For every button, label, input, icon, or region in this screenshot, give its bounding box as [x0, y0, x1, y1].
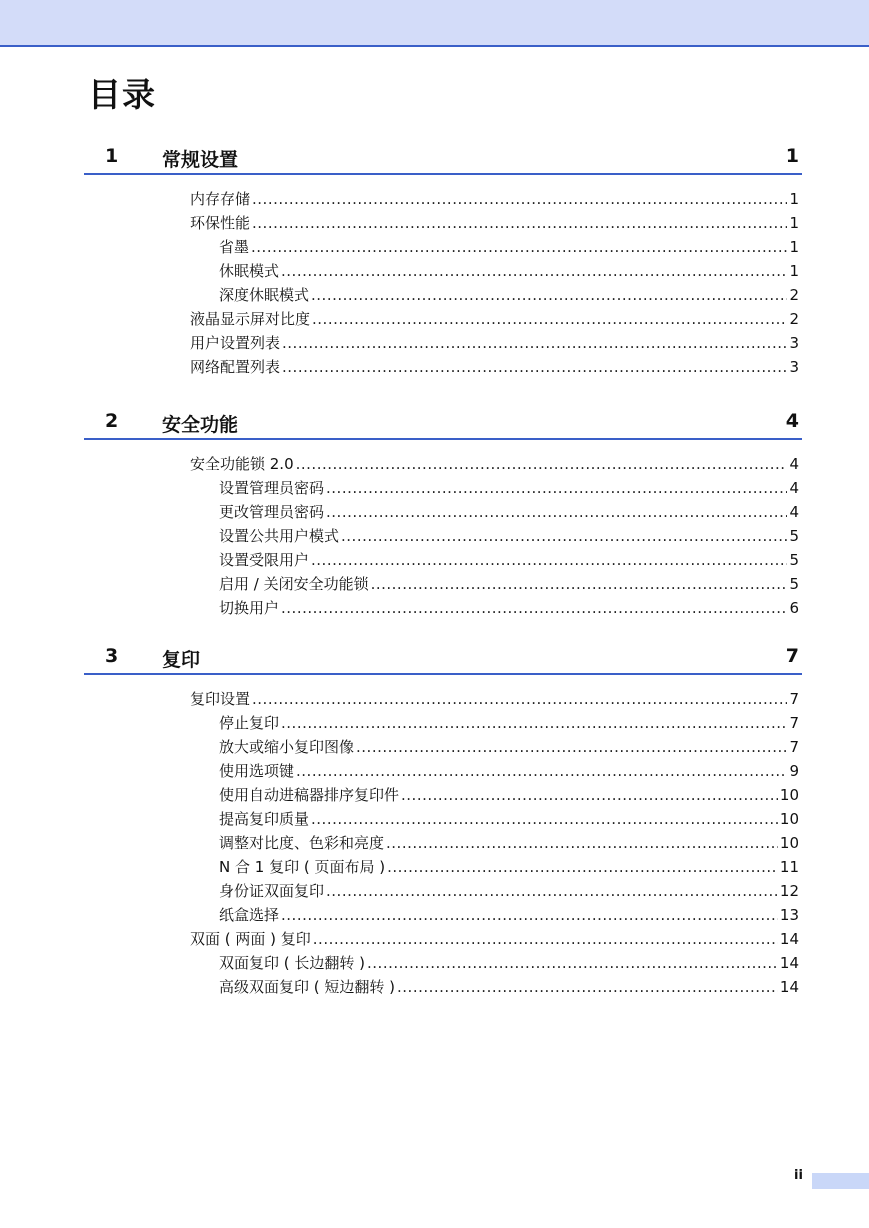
- toc-entry-duplex-short-edge[interactable]: [84, 975, 802, 999]
- dot-leader: [367, 951, 778, 975]
- toc-entry-text: 深度休眠模式: [219, 286, 310, 304]
- chapter-1: [84, 143, 802, 379]
- toc-entry-page: 14: [779, 954, 799, 972]
- dot-leader: [326, 476, 787, 500]
- dot-leader: [251, 235, 787, 259]
- toc-entry-page: 4: [789, 479, 799, 497]
- dot-leader: [397, 975, 778, 999]
- toc-entry-text: 启用 / 关闭安全功能锁: [219, 575, 369, 593]
- toc-entry-page: 6: [789, 599, 799, 617]
- toc-entry-page: 10: [779, 834, 799, 852]
- dot-leader: [296, 759, 787, 783]
- toc-entry-page: 11: [779, 858, 799, 876]
- toc-entry-lcd-contrast[interactable]: [84, 307, 802, 331]
- toc-entry-page: 1: [789, 262, 799, 280]
- toc-entry-page: 9: [789, 762, 799, 780]
- dot-leader: [281, 596, 787, 620]
- toc-entry-page: 2: [789, 286, 799, 304]
- toc-entry-text: 使用自动进稿器排序复印件: [219, 786, 400, 804]
- chapter-title: 安全功能: [162, 414, 239, 436]
- toc-entry-tray-select[interactable]: [84, 903, 802, 927]
- chapter-number: 1: [105, 145, 119, 167]
- toc-entry-text: 用户设置列表: [190, 334, 281, 352]
- page-title: 目录: [88, 75, 156, 114]
- chapter-entries: [84, 187, 802, 379]
- chapter-3: [84, 643, 802, 999]
- toc-entry-text: 切换用户: [219, 599, 280, 617]
- dot-leader: [282, 355, 787, 379]
- toc-entry-page: 14: [779, 978, 799, 996]
- toc-entry-page: 4: [789, 455, 799, 473]
- chapter-entries: [84, 687, 802, 999]
- toc-entry-adf-sort[interactable]: [84, 783, 802, 807]
- dot-leader: [252, 687, 787, 711]
- toc-entry-page: 3: [789, 334, 799, 352]
- toc-entry-memory-storage[interactable]: [84, 187, 802, 211]
- toc-entry-text: N 合 1 复印 ( 页面布局 ): [219, 858, 386, 876]
- toc-entry-switch-user[interactable]: [84, 596, 802, 620]
- toc-entry-text: 停止复印: [219, 714, 280, 732]
- dot-leader: [311, 283, 787, 307]
- dot-leader: [281, 903, 778, 927]
- toc-entry-page: 4: [789, 503, 799, 521]
- toc-entry-text: 更改管理员密码: [219, 503, 325, 521]
- toc-entry-eco-features[interactable]: [84, 211, 802, 235]
- chapter-number: 2: [105, 410, 119, 432]
- dot-leader: [281, 259, 787, 283]
- chapter-number: 3: [105, 645, 119, 667]
- header-band: [0, 0, 869, 47]
- chapter-page-number: 4: [785, 410, 799, 432]
- dot-leader: [356, 735, 787, 759]
- toc-entry-page: 7: [789, 738, 799, 756]
- toc-entry-toggle-secure-lock[interactable]: [84, 572, 802, 596]
- toc-entry-text: 液晶显示屏对比度: [190, 310, 311, 328]
- dot-leader: [401, 783, 778, 807]
- toc-entry-page: 5: [789, 551, 799, 569]
- chapter-entries: [84, 452, 802, 620]
- dot-leader: [311, 548, 787, 572]
- toc-entry-text: 双面 ( 两面 ) 复印: [190, 930, 311, 948]
- dot-leader: [252, 187, 787, 211]
- chapter-page-number: 7: [785, 645, 799, 667]
- toc-entry-text: 休眠模式: [219, 262, 280, 280]
- toc-entry-text: 调整对比度、色彩和亮度: [219, 834, 385, 852]
- toc-entry-text: 省墨: [219, 238, 250, 256]
- dot-leader: [326, 879, 778, 903]
- toc-entry-text: 复印设置: [190, 690, 251, 708]
- toc-entry-page: 5: [789, 575, 799, 593]
- toc-entry-sleep-mode[interactable]: [84, 259, 802, 283]
- toc-entry-page: 7: [789, 714, 799, 732]
- toc-entry-change-admin-password[interactable]: [84, 500, 802, 524]
- toc-entry-contrast-color-brightness[interactable]: [84, 831, 802, 855]
- toc-entry-duplex-copy[interactable]: [84, 927, 802, 951]
- chapter-2: [84, 408, 802, 620]
- toc-entry-copy-settings[interactable]: [84, 687, 802, 711]
- dot-leader: [313, 927, 778, 951]
- toc-entry-enlarge-reduce[interactable]: [84, 735, 802, 759]
- toc-entry-text: 安全功能锁 2.0: [190, 455, 294, 473]
- toc-entry-network-config-list[interactable]: [84, 355, 802, 379]
- toc-entry-page: 1: [789, 190, 799, 208]
- toc-entry-page: 12: [779, 882, 799, 900]
- footer-tab: [812, 1173, 869, 1189]
- toc-entry-options-key[interactable]: [84, 759, 802, 783]
- toc-entry-set-admin-password[interactable]: [84, 476, 802, 500]
- dot-leader: [387, 855, 778, 879]
- toc-entry-text: 提高复印质量: [219, 810, 310, 828]
- toc-entry-page: 10: [779, 810, 799, 828]
- toc-entry-text: 设置公共用户模式: [219, 527, 340, 545]
- dot-leader: [371, 572, 788, 596]
- toc-entry-text: 网络配置列表: [190, 358, 281, 376]
- toc-entry-deep-sleep-mode[interactable]: [84, 283, 802, 307]
- toc-entry-restricted-users[interactable]: [84, 548, 802, 572]
- chapter-heading[interactable]: [84, 643, 802, 675]
- toc-entry-text: 放大或缩小复印图像: [219, 738, 355, 756]
- toc-entry-text: 内存存储: [190, 190, 251, 208]
- chapter-title: 常规设置: [162, 149, 239, 171]
- toc-entry-text: 设置受限用户: [219, 551, 310, 569]
- dot-leader: [312, 307, 787, 331]
- toc-entry-page: 14: [779, 930, 799, 948]
- toc-entry-page: 13: [779, 906, 799, 924]
- toc-entry-page: 7: [789, 690, 799, 708]
- toc-entry-text: 环保性能: [190, 214, 251, 232]
- toc-entry-public-user-mode[interactable]: [84, 524, 802, 548]
- dot-leader: [341, 524, 787, 548]
- dot-leader: [296, 452, 788, 476]
- toc-entry-duplex-long-edge[interactable]: [84, 951, 802, 975]
- dot-leader: [326, 500, 787, 524]
- toc-entry-page: 10: [779, 786, 799, 804]
- dot-leader: [252, 211, 787, 235]
- toc-entry-page: 2: [789, 310, 799, 328]
- toc-entry-secure-function-lock[interactable]: [84, 452, 802, 476]
- dot-leader: [311, 807, 778, 831]
- toc-entry-toner-save[interactable]: [84, 235, 802, 259]
- toc-entry-text: 设置管理员密码: [219, 479, 325, 497]
- dot-leader: [281, 711, 787, 735]
- dot-leader: [386, 831, 778, 855]
- chapter-page-number: 1: [785, 145, 799, 167]
- toc-entry-page: 5: [789, 527, 799, 545]
- toc-entry-stop-copying[interactable]: [84, 711, 802, 735]
- toc-entry-text: 使用选项键: [219, 762, 295, 780]
- dot-leader: [282, 331, 787, 355]
- page-number: ii: [794, 1168, 803, 1183]
- chapter-title: 复印: [162, 649, 201, 671]
- toc-entry-text: 双面复印 ( 长边翻转 ): [219, 954, 366, 972]
- toc-entry-copy-quality[interactable]: [84, 807, 802, 831]
- chapter-heading[interactable]: [84, 143, 802, 175]
- toc-entry-id-copy[interactable]: [84, 879, 802, 903]
- toc-entry-user-settings-list[interactable]: [84, 331, 802, 355]
- chapter-heading[interactable]: [84, 408, 802, 440]
- toc-entry-n-in-1-copy[interactable]: [84, 855, 802, 879]
- toc-entry-text: 纸盒选择: [219, 906, 280, 924]
- toc-entry-text: 高级双面复印 ( 短边翻转 ): [219, 978, 396, 996]
- toc-entry-text: 身份证双面复印: [219, 882, 325, 900]
- toc-entry-page: 1: [789, 238, 799, 256]
- toc-entry-page: 1: [789, 214, 799, 232]
- toc-entry-page: 3: [789, 358, 799, 376]
